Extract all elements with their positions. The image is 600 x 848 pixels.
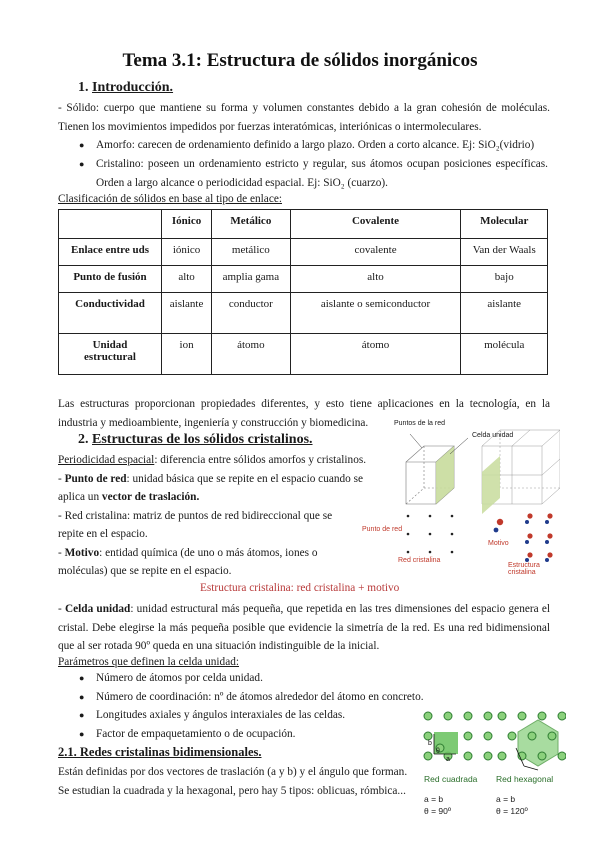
- axis-a-label: a: [446, 756, 450, 763]
- motif-atom-red: [497, 519, 503, 525]
- structure-formula: Estructura cristalina: red cristalina + motivo: [200, 582, 400, 594]
- solid-definition: - Sólido: cuerpo que mantiene su forma y volumen constantes debido a la gran cohesión de moléculas. Tienen los movimientos impedidos por fuerzas interatómicas, interiónicas o intermoleculares.: [58, 102, 550, 133]
- hex-theta: θ = 120º: [496, 806, 528, 816]
- pointer-line: [410, 434, 422, 448]
- punto-red-prefix: -: [58, 473, 65, 485]
- unit-cell-face: [436, 446, 454, 504]
- motif-atom-blue: [494, 528, 499, 533]
- section-2-1-text-1: Están definidas por dos vectores de traslación (a y b) y el ángulo que forman.: [58, 766, 408, 778]
- table-cell: amplia gama: [212, 266, 290, 293]
- table-row-header: Punto de fusión: [59, 266, 162, 293]
- table-row: [59, 266, 548, 293]
- red-cristalina-line-2: repite en el espacio.: [58, 528, 148, 540]
- table-row: [59, 239, 548, 266]
- table-cell: molécula: [461, 334, 548, 375]
- hex-ab: a = b: [496, 794, 516, 804]
- punto-red-line: [58, 473, 363, 485]
- lattice-types-drawing: [420, 708, 566, 822]
- square-theta: θ = 90º: [424, 806, 451, 816]
- table-header-row: [59, 210, 548, 239]
- crystal-structure-figure: [362, 412, 560, 576]
- hex-axis-a: [524, 766, 538, 770]
- table-row: [59, 334, 548, 375]
- section-1-title: Introducción.: [92, 80, 174, 95]
- lattice-types-figure: [420, 708, 566, 822]
- table-cell: alto: [290, 266, 461, 293]
- label-motivo: Motivo: [488, 540, 509, 547]
- lattice-points: [407, 515, 454, 554]
- table-header-cell: Molecular: [461, 210, 548, 239]
- red-cristalina-line: - Red cristalina: matriz de puntos de red bidireccional que se: [58, 510, 333, 522]
- table-cell: Van der Waals: [461, 239, 548, 266]
- vector-traslacion: vector de traslación.: [101, 491, 200, 503]
- param-item: ● Factor de empaquetamiento o de ocupación.: [96, 725, 296, 744]
- punto-red-text: : unidad básica que se repite en el espacio cuando se: [126, 473, 364, 485]
- motivo-text: : entidad química (de uno o más átomos, iones o: [99, 547, 318, 559]
- periodicidad-text: : diferencia entre sólidos amorfos y cristalinos.: [154, 454, 367, 466]
- section-2-title: Estructuras de los sólidos cristalinos.: [92, 432, 313, 447]
- label-punto-red: Punto de red: [362, 526, 403, 533]
- section-2-1-text-2: Se estudian la cuadrada y la hexagonal, pero hay 5 tipos: oblicuas, rómbica...: [58, 785, 406, 797]
- table-cell: átomo: [212, 334, 290, 375]
- table-row-header: Conductividad: [59, 293, 162, 334]
- crystal-structure-points: [525, 513, 553, 562]
- motivo-line: - Motivo: entidad química (de uno o más átomos, iones o: [58, 547, 318, 559]
- square-ab: a = b: [424, 794, 444, 804]
- table-cell: aislante: [162, 293, 212, 334]
- table-header-cell: Metálico: [212, 210, 290, 239]
- table-cell: conductor: [212, 293, 290, 334]
- section-1-number: 1.: [78, 80, 89, 95]
- section-2-number: 2.: [78, 432, 89, 447]
- table-caption: Clasificación de sólidos en base al tipo de enlace:: [58, 193, 282, 205]
- table-cell: átomo: [290, 334, 461, 375]
- section-2-1-heading: 2.1. Redes cristalinas bidimensionales.: [58, 745, 262, 759]
- label-estructura-cristalina: Estructura cristalina: [508, 562, 540, 576]
- section-2-heading: [78, 432, 313, 448]
- param-item: ● Número de coordinación: nº de átomos alrededor del átomo en concreto.: [96, 688, 424, 707]
- bullet-cristalino: ● Cristalino: poseen un ordenamiento estricto y regular, sus átomos ocupan posiciones específicas. Orden a largo alcance o periodicidad espacial. Ej: SiO₂ (cuarzo).: [96, 155, 548, 192]
- table-row-header: Unidad estructural: [59, 334, 162, 375]
- param-item: ● Longitudes axiales y ángulos interaxiales de las celdas.: [96, 706, 345, 725]
- table-cell: alto: [162, 266, 212, 293]
- label-red-cristalina: Red cristalina: [398, 557, 441, 564]
- table-cell: aislante: [461, 293, 548, 334]
- lattice-highlight-face: [482, 456, 500, 514]
- table-cell: iónico: [162, 239, 212, 266]
- table-cell: aislante o semiconductor: [290, 293, 461, 334]
- table-header-cell: Iónico: [162, 210, 212, 239]
- table-cell: ion: [162, 334, 212, 375]
- param-item: ● Número de átomos por celda unidad.: [96, 669, 263, 688]
- celda-unidad-text: : unidad estructural más pequeña, que repetida en las tres dimensiones del espacio genera el cristal. Debe elegirse la más pequeña posible que evidencie la simetría de la red. Es una red bidimensional que al ser rotada 90º queda en una situación indistinguible de la inicial.: [58, 603, 550, 652]
- table-header-cell: [59, 210, 162, 239]
- punto-red-line-2: [58, 491, 199, 503]
- label-puntos-red: Puntos de la red: [394, 420, 445, 427]
- table-row-header: Enlace entre uds: [59, 239, 162, 266]
- section-1-heading: [78, 80, 173, 96]
- celda-unidad-label: Celda unidad: [64, 603, 131, 615]
- caption-hex-lattice: Red hexagonal: [496, 774, 554, 784]
- axis-theta-label: θ: [436, 748, 440, 755]
- table-cell: covalente: [290, 239, 461, 266]
- table-header-cell: Covalente: [290, 210, 461, 239]
- table-cell: metálico: [212, 239, 290, 266]
- axis-b-label: b: [428, 740, 432, 747]
- label-celda-unidad: Celda unidad: [472, 432, 514, 439]
- caption-square-lattice: Red cuadrada: [424, 774, 478, 784]
- page-title: Tema 3.1: Estructura de sólidos inorgánicos: [122, 50, 478, 71]
- table-cell: bajo: [461, 266, 548, 293]
- applications-text: Las estructuras proporcionan propiedades diferentes, y esto tiene aplicaciones en la tecnología, en la industria y medioambiente, ingeniería y construcción y biomedicina.: [58, 398, 550, 429]
- params-caption: Parámetros que definen la celda unidad:: [58, 656, 239, 668]
- bond-classification-table: [58, 209, 548, 375]
- celda-unidad-paragraph: - Celda unidad: unidad estructural más pequeña, que repetida en las tres dimensiones del espacio genera el cristal. Debe elegirse la más pequeña posible que evidencie la simetría de la red. Es una red bidimensional que al ser rotada 90º queda en una situación indistinguible de la inicial.: [58, 603, 550, 652]
- punto-red-label: Punto de red: [64, 473, 127, 485]
- periodicidad-label: Periodicidad espacial: [58, 454, 155, 466]
- motivo-line-2: moléculas) que se repite en el espacio.: [58, 565, 232, 577]
- periodicidad-line: [58, 454, 366, 466]
- punto-red-text2a: aplica un: [58, 491, 102, 503]
- table-row: [59, 293, 548, 334]
- bullet-amorfo: ● Amorfo: carecen de ordenamiento definido a largo plazo. Orden a corto alcance. Ej: SiO₂(vidrio): [96, 136, 548, 155]
- motivo-label: Motivo: [64, 547, 100, 559]
